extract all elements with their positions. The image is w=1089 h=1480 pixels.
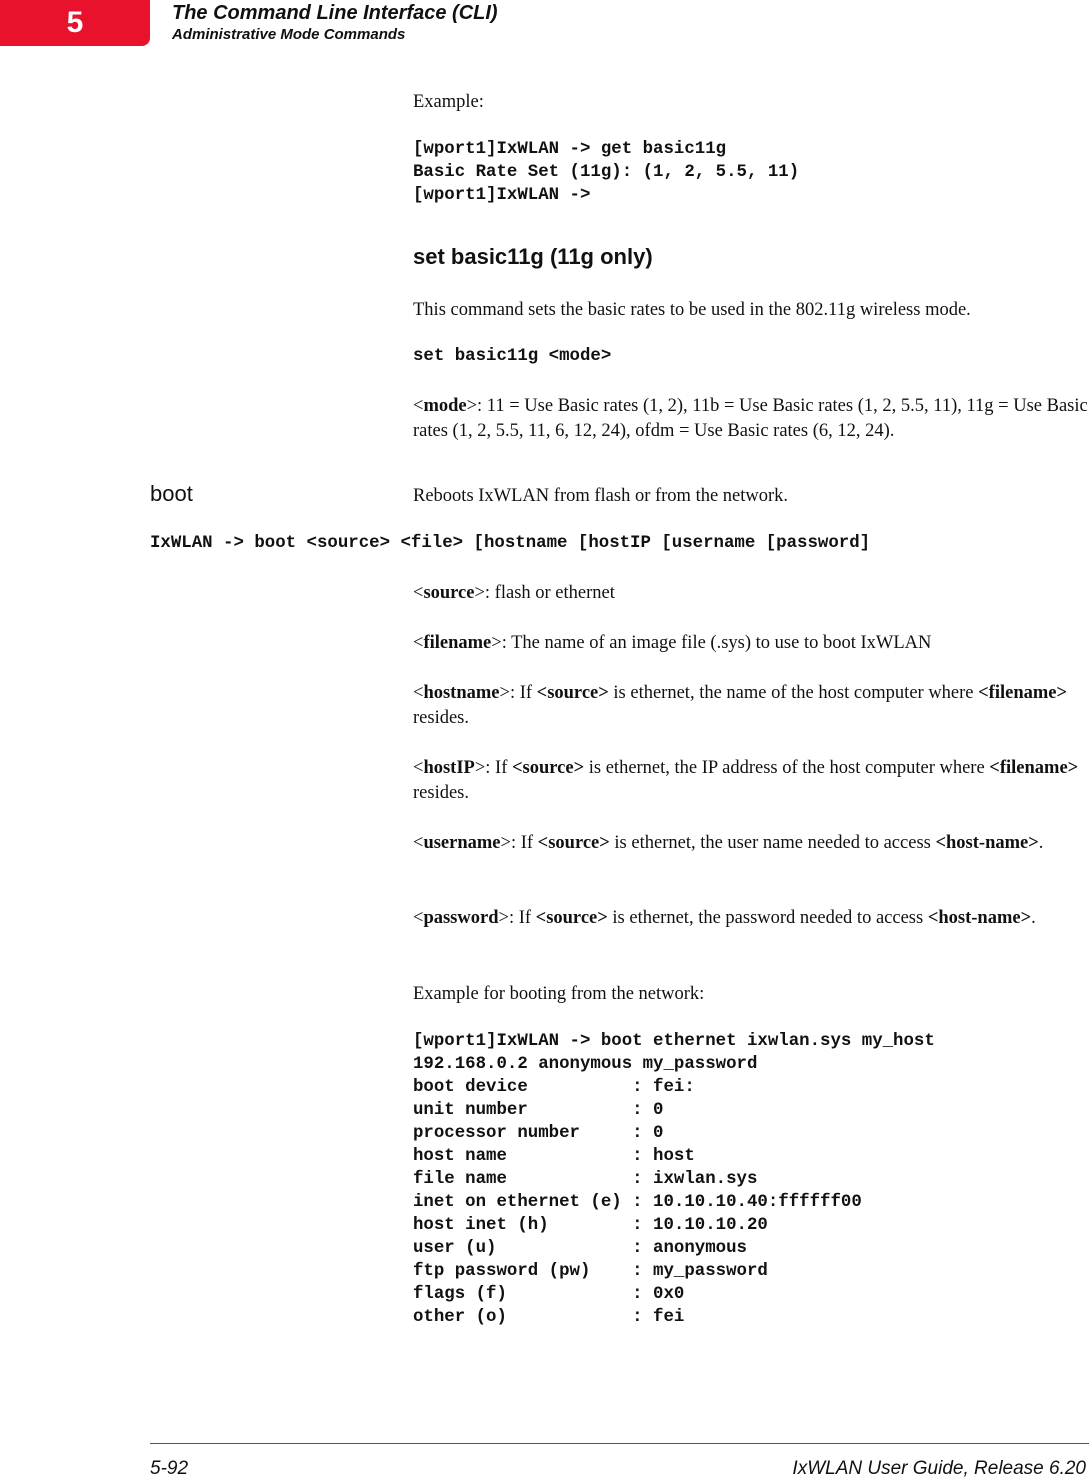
footer-page-number: 5-92 xyxy=(150,1458,189,1479)
param-desc: : The name of an image file (.sys) to use to boot IxWLAN xyxy=(501,633,932,653)
code-line: [wport1]IxWLAN -> boot ethernet ixwlan.sys my_host xyxy=(413,1032,935,1051)
code-line: host name : host xyxy=(413,1147,695,1166)
example-label: Example: xyxy=(413,92,484,112)
code-line: file name : ixwlan.sys xyxy=(413,1170,758,1189)
param-desc: : flash or ethernet xyxy=(484,583,615,603)
param-hostname: <hostname>: If <source> is ethernet, the name of the host computer where <filename> resides. xyxy=(413,683,1068,728)
chapter-number: 5 xyxy=(66,6,84,39)
param-name: source xyxy=(423,583,475,603)
param-name: filename xyxy=(423,633,492,653)
boot-syntax: IxWLAN -> boot <source> <file> [hostname [hostIP [username [password] xyxy=(150,534,871,553)
footer-guide-title: IxWLAN User Guide, Release 6.20 xyxy=(792,1458,1086,1479)
code-line: other (o) : fei xyxy=(413,1308,685,1327)
param-source: <source>: flash or ethernet xyxy=(413,583,615,603)
param-hostip: <hostIP>: If <source> is ethernet, the IP address of the host computer where <filename> resides. xyxy=(413,758,1079,803)
code-line: inet on ethernet (e) : 10.10.10.40:ffffff00 xyxy=(413,1193,862,1212)
param-name: password xyxy=(423,908,499,928)
header-subtitle: Administrative Mode Commands xyxy=(172,26,406,43)
header-title: The Command Line Interface (CLI) xyxy=(172,2,498,24)
boot-heading: boot xyxy=(150,481,193,506)
code-line: [wport1]IxWLAN -> xyxy=(413,186,591,205)
param-name: mode xyxy=(423,396,467,416)
param-password: <password>: If <source> is ethernet, the password needed to access <host-name>. xyxy=(413,908,1036,928)
code-line: 192.168.0.2 anonymous my_password xyxy=(413,1055,758,1074)
param-name: hostIP xyxy=(423,758,475,778)
code-line: boot device : fei: xyxy=(413,1078,695,1097)
set-basic-mode-param: <mode>: 11 = Use Basic rates (1, 2), 11b = Use Basic rates (1, 2, 5.5, 11), 11g = Use Basic rates (1, 2, 5.5, 11, 6, 12, 24), ofdm = Use Basic rates (6, 12, 24). xyxy=(413,396,1088,441)
param-desc: : 11 = Use Basic rates (1, 2), 11b = Use Basic rates (1, 2, 5.5, 11), 11g = Use Basic rates (1, 2, 5.5, 11, 6, 12, 24), ofdm = Use Basic rates (6, 12, 24). xyxy=(413,396,1088,441)
example-code xyxy=(413,138,799,207)
boot-example-label: Example for booting from the network: xyxy=(413,984,705,1004)
code-line: [wport1]IxWLAN -> get basic11g xyxy=(413,140,727,159)
code-line: host inet (h) : 10.10.10.20 xyxy=(413,1216,768,1235)
set-basic-syntax: set basic11g <mode> xyxy=(413,347,612,366)
boot-example-code xyxy=(413,1030,935,1329)
code-line: flags (f) : 0x0 xyxy=(413,1285,685,1304)
param-name: username xyxy=(423,833,501,853)
code-line: user (u) : anonymous xyxy=(413,1239,747,1258)
code-line: ftp password (pw) : my_password xyxy=(413,1262,768,1281)
boot-description: Reboots IxWLAN from flash or from the network. xyxy=(413,486,789,506)
param-filename: <filename>: The name of an image file (.sys) to use to boot IxWLAN xyxy=(413,633,932,653)
code-line: Basic Rate Set (11g): (1, 2, 5.5, 11) xyxy=(413,163,800,182)
footer-rule xyxy=(150,1443,1089,1444)
param-name: hostname xyxy=(423,683,500,703)
section-heading-set-basic11g: set basic11g (11g only) xyxy=(413,244,653,269)
set-basic-description: This command sets the basic rates to be used in the 802.11g wireless mode. xyxy=(413,300,971,320)
code-line: processor number : 0 xyxy=(413,1124,664,1143)
param-username: <username>: If <source> is ethernet, the user name needed to access <host-name>. xyxy=(413,833,1044,853)
code-line: unit number : 0 xyxy=(413,1101,664,1120)
